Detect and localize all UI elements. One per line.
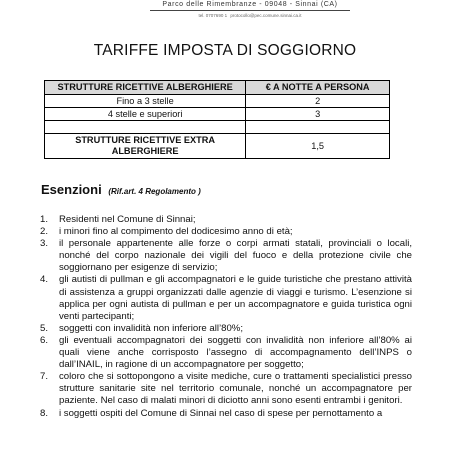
list-item-number: 5. [40,322,49,334]
section-heading [41,182,201,197]
table-row [45,108,390,121]
list-item-number: 3. [40,238,49,250]
row-rate: 2 [246,95,390,108]
row-rate: 3 [246,108,390,121]
letterhead-phone: tel. 0707690 1 [198,13,228,18]
list-item-text: gli autisti di pullman e gli accompagnatori e le guide turistiche che prestano attività di assistenza a gruppi organizzati dalle agenzie di viaggi e turismo. L’esenzione si applica per ogni autista di pullman e per un accompagnatore e guida turistica ogni venti partecipanti; [59,274,412,322]
list-item-text: Residenti nel Comune di Sinnai; [59,214,196,225]
section-title: Esenzioni [41,182,102,197]
exemptions-list [40,214,412,420]
list-item [40,214,412,226]
letterhead-divider [150,10,350,11]
letterhead-email: protocollo@pec.comune.sinnai.ca.it [230,13,302,18]
section-reference: (Rif.art. 4 Regolamento ) [108,187,201,196]
row-category: STRUTTURE RICETTIVE EXTRA ALBERGHIERE [45,134,246,159]
list-item-number: 6. [40,334,49,346]
list-item-text: soggetti con invalidità non inferiore all’80%; [59,322,243,334]
list-item [40,274,412,322]
row-rate: 1,5 [246,134,390,159]
list-item [40,371,412,407]
list-item [40,323,412,335]
list-item-number: 2. [40,226,49,238]
list-item-number: 4. [40,274,49,286]
list-item [40,408,412,420]
row-category: 4 stelle e superiori [45,108,246,121]
list-item-text: il personale appartenente alle forze o corpi armati statali, provinciali o locali, nonché del corpo nazionale dei vigili del fuoco e della protezione civile che soggiornano per esigenze di servizio; [59,238,412,274]
header-rate: € A NOTTE A PERSONA [246,81,390,95]
letterhead-contacts [150,13,350,19]
table-row-extra [45,134,390,159]
list-item-number: 8. [40,407,49,419]
table-row-empty [45,121,390,134]
list-item [40,238,412,274]
row-category [45,121,246,134]
row-category: Fino a 3 stelle [45,95,246,108]
list-item [40,335,412,371]
table-row [45,95,390,108]
list-item-number: 1. [40,214,49,225]
list-item-text: i soggetti ospiti del Comune di Sinnai nel caso di spese per pernottamento a [59,407,383,419]
page-title: TARIFFE IMPOSTA DI SOGGIORNO [93,42,357,59]
header-structure-type: STRUTTURE RICETTIVE ALBERGHIERE [45,81,246,95]
row-rate [246,121,390,134]
tariff-table-header [45,81,390,95]
list-item-text: coloro che si sottopongono a visite mediche, cure o trattamenti specialistici presso strutture sanitarie site nel territorio comunale, nonché un accompagnatore per paziente. Nel caso di malati minori di diciotto anni sono esenti entrambi i genitori. [59,371,412,407]
list-item-number: 7. [40,371,49,383]
list-item-text: gli eventuali accompagnatori dei soggetti con invalidità non inferiore all’80% ai quali viene anche corrisposto l’assegno di accompagnamento dell’INPS o dall’INAIL, in ragione di un accompagnatore per soggetto; [59,334,412,371]
list-item [40,226,412,238]
list-item-text: i minori fino al compimento del dodicesimo anno di età; [59,226,293,238]
letterhead-address: Parco delle Rimembranze - 09048 - Sinnai (CA) [162,1,338,8]
tariff-table [44,80,390,159]
